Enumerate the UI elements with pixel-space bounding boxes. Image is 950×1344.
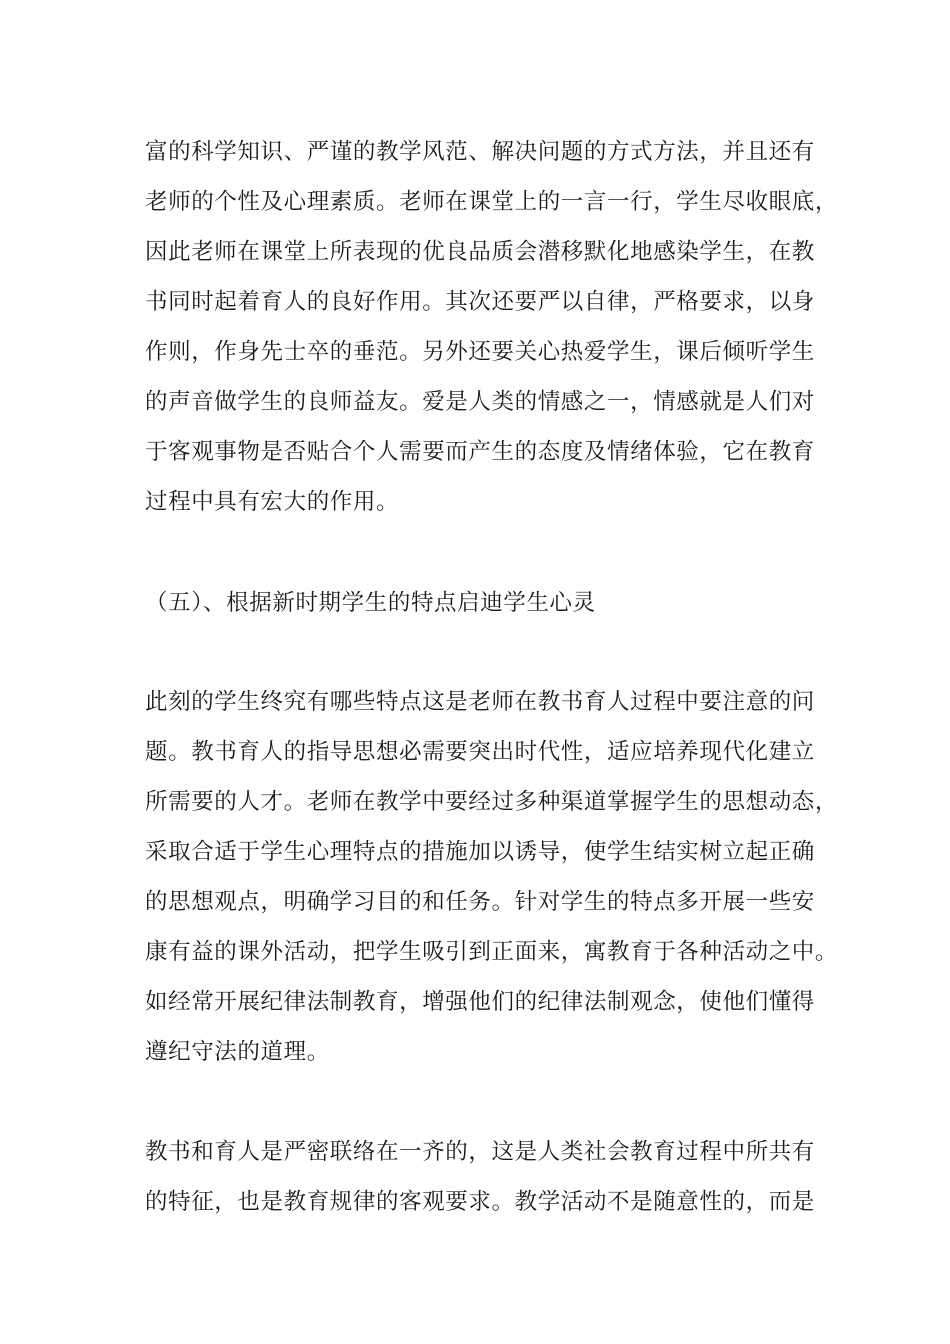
paragraph-line: 此刻的学生终究有哪些特点这是老师在教书育人过程中要注意的问 — [145, 689, 815, 715]
paragraph-line: 的特征，也是教育规律的客观要求。教学活动不是随意性的，而是 — [145, 1189, 815, 1215]
paragraph-line: 的思想观点，明确学习目的和任务。针对学生的特点多开展一些安 — [145, 889, 815, 915]
paragraph-line: 过程中具有宏大的作用。 — [145, 489, 400, 515]
paragraph-line: 老师的个性及心理素质。老师在课堂上的一言一行，学生尽收眼底， — [145, 189, 839, 215]
paragraph-line: 如经常开展纪律法制教育，增强他们的纪律法制观念，使他们懂得 — [145, 989, 815, 1015]
paragraph-line: 采取合适于学生心理特点的措施加以诱导，使学生结实树立起正确 — [145, 839, 815, 865]
paragraph-line: 教书和育人是严密联络在一齐的，这是人类社会教育过程中所共有 — [145, 1139, 815, 1165]
paragraph-line: 书同时起着育人的良好作用。其次还要严以自律，严格要求，以身 — [145, 289, 815, 315]
paragraph-line: 的声音做学生的良师益友。爱是人类的情感之一，情感就是人们对 — [145, 389, 815, 415]
paragraph-line: 遵纪守法的道理。 — [145, 1039, 330, 1065]
paragraph-line: 题。教书育人的指导思想必需要突出时代性，适应培养现代化建立 — [145, 739, 815, 765]
paragraph-line: 作则，作身先士卒的垂范。另外还要关心热爱学生，课后倾听学生 — [145, 339, 815, 365]
paragraph-line: 所需要的人才。老师在教学中要经过多种渠道掌握学生的思想动态， — [145, 789, 839, 815]
section-heading: （五）、根据新时期学生的特点启迪学生心灵 — [145, 590, 596, 616]
paragraph-line: 因此老师在课堂上所表现的优良品质会潜移默化地感染学生，在教 — [145, 239, 815, 265]
paragraph-line: 富的科学知识、严谨的教学风范、解决问题的方式方法，并且还有 — [145, 139, 815, 165]
paragraph-line: 康有益的课外活动，把学生吸引到正面来，寓教育于各种活动之中。 — [145, 939, 839, 965]
paragraph-line: 于客观事物是否贴合个人需要而产生的态度及情绪体验，它在教育 — [145, 439, 815, 465]
